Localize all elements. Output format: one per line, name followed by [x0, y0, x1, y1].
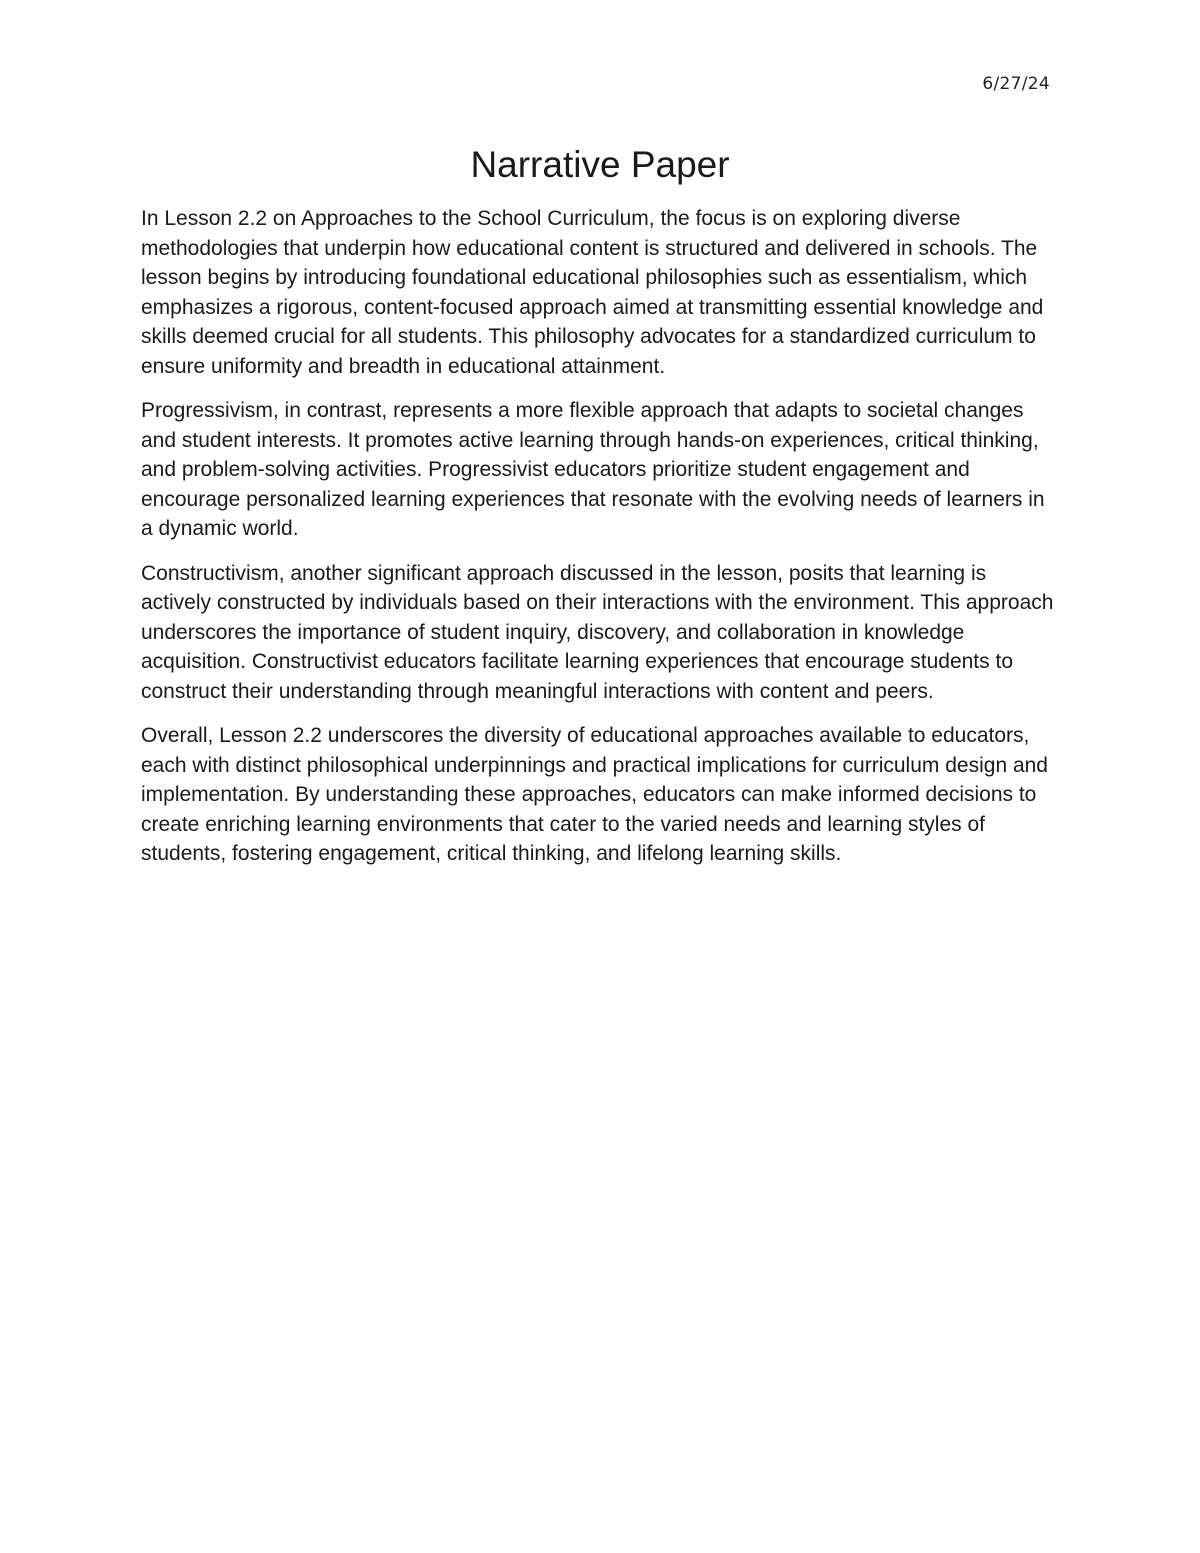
document-title: Narrative Paper: [470, 144, 730, 185]
paragraph-constructivism: Constructivism, another significant approach discussed in the lesson, posits that learning is actively constructed by individuals based on their interactions with the environment. This approach underscores the importance of student inquiry, discovery, and collaboration in knowledge acquisition. Constructivist educators facilitate learning experiences that encourage students to construct their understanding through meaningful interactions with content and peers.: [141, 561, 1054, 703]
document-body: [141, 204, 1059, 884]
paragraph-overall: Overall, Lesson 2.2 underscores the diversity of educational approaches available to educators, each with distinct philosophical underpinnings and practical implications for curriculum design and implementation. By understanding these approaches, educators can make informed decisions to create enriching learning environments that cater to the varied needs and learning styles of students, fostering engagement, critical thinking, and lifelong learning skills.: [141, 724, 1048, 865]
header-date: 6/27/24: [982, 74, 1050, 94]
paragraph-essentialism: In Lesson 2.2 on Approaches to the School Curriculum, the focus is on exploring diverse methodologies that underpin how educational content is structured and delivered in schools. The lesson begins by introducing foundational educational philosophies such as essentialism, which emphasizes a rigorous, content-focused approach aimed at transmitting essential knowledge and skills deemed crucial for all students. This philosophy advocates for a standardized curriculum to ensure uniformity and breadth in educational attainment.: [141, 207, 1044, 378]
paragraph-progressivism: Progressivism, in contrast, represents a more flexible approach that adapts to societal changes and student interests. It promotes active learning through hands-on experiences, critical thinking, and problem-solving activities. Progressivist educators prioritize student engagement and encourage personalized learning experiences that resonate with the evolving needs of learners in a dynamic world.: [141, 399, 1045, 540]
